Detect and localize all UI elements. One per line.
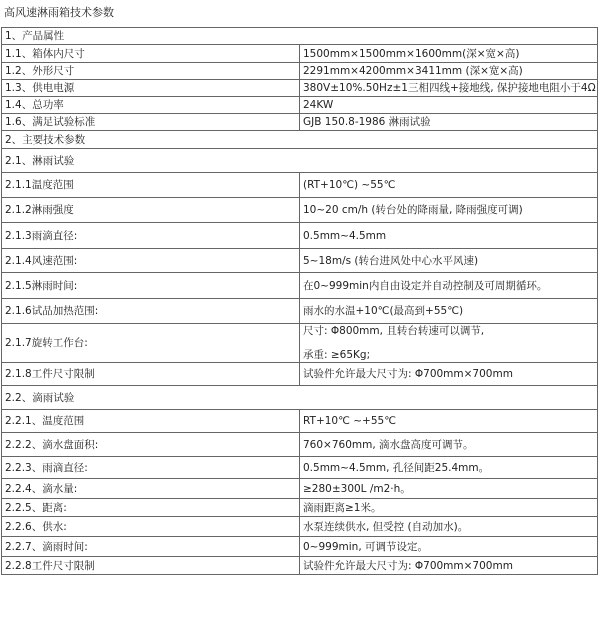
param-value: 滴雨距离≥1米。 — [300, 499, 598, 517]
spec-row — [2, 499, 598, 517]
spec-row — [2, 433, 598, 457]
spec-row — [2, 557, 598, 575]
param-value: (RT+10℃) ~55℃ — [300, 173, 598, 198]
section-heading: 2、主要技术参数 — [2, 131, 598, 149]
param-value: 2291mm×4200mm×3411mm (深×宽×高) — [300, 63, 598, 80]
param-label: 2.2.2、滴水盘面积: — [2, 433, 300, 457]
param-value: 380V±10%.50Hz±1三相四线+接地线, 保护接地电阻小于4Ω — [300, 80, 598, 97]
spec-row — [2, 198, 598, 223]
param-label: 2.1.2淋雨强度 — [2, 198, 300, 223]
spec-row — [2, 173, 598, 198]
document-title: 高风速淋雨箱技术参数 — [4, 6, 114, 19]
param-value: 10~20 cm/h (转台处的降雨量, 降雨强度可调) — [300, 198, 598, 223]
spec-row — [2, 80, 598, 97]
param-value: RT+10℃ ~+55℃ — [300, 410, 598, 433]
param-value: 试验件允许最大尺寸为: Φ700mm×700mm — [300, 557, 598, 575]
param-label: 2.2.8工件尺寸限制 — [2, 557, 300, 575]
param-value: 24KW — [300, 97, 598, 114]
param-value: 1500mm×1500mm×1600mm(深×宽×高) — [300, 45, 598, 63]
param-label: 2.1.6试品加热范围: — [2, 299, 300, 324]
param-label: 1.1、箱体内尺寸 — [2, 45, 300, 63]
spec-row — [2, 97, 598, 114]
spec-row — [2, 537, 598, 557]
spec-row — [2, 457, 598, 479]
param-value: 0.5mm~4.5mm — [300, 223, 598, 249]
spec-row — [2, 479, 598, 499]
param-value: 在0~999min内自由设定并自动控制及可周期循环。 — [300, 273, 598, 299]
param-label: 2.1.1温度范围 — [2, 173, 300, 198]
param-label: 2.2.6、供水: — [2, 517, 300, 537]
param-value: 试验件允许最大尺寸为: Φ700mm×700mm — [300, 363, 598, 386]
param-label: 1.6、满足试验标准 — [2, 114, 300, 131]
param-label: 2.1.4风速范围: — [2, 249, 300, 273]
param-value-line: 承重: ≥65Kg; — [303, 349, 371, 361]
spec-row — [2, 324, 598, 363]
section-row — [2, 131, 598, 149]
spec-table-body — [2, 28, 598, 575]
param-value: 水泵连续供水, 但受控 (自动加水)。 — [300, 517, 598, 537]
param-value: 0.5mm~4.5mm, 孔径间距25.4mm。 — [300, 457, 598, 479]
spec-row — [2, 45, 598, 63]
section-row — [2, 149, 598, 173]
param-value-line: 尺寸: Φ800mm, 且转台转速可以调节, — [303, 325, 485, 337]
param-label: 1.4、总功率 — [2, 97, 300, 114]
section-heading: 2.2、滴雨试验 — [2, 386, 598, 410]
param-label: 2.1.7旋转工作台: — [2, 324, 300, 363]
section-heading: 2.1、淋雨试验 — [2, 149, 598, 173]
spec-row — [2, 114, 598, 131]
param-label: 1.3、供电电源 — [2, 80, 300, 97]
param-value: 5~18m/s (转台进风处中心水平风速) — [300, 249, 598, 273]
section-row — [2, 28, 598, 45]
spec-row — [2, 223, 598, 249]
section-heading: 1、产品属性 — [2, 28, 598, 45]
param-label: 2.2.7、滴雨时间: — [2, 537, 300, 557]
spec-row — [2, 273, 598, 299]
param-label: 2.2.3、雨滴直径: — [2, 457, 300, 479]
param-value: 雨水的水温+10℃(最高到+55℃) — [300, 299, 598, 324]
param-label: 2.2.4、滴水量: — [2, 479, 300, 499]
spec-table — [1, 27, 598, 575]
spec-row — [2, 363, 598, 386]
spec-row — [2, 517, 598, 537]
param-label: 2.1.5淋雨时间: — [2, 273, 300, 299]
spec-row — [2, 410, 598, 433]
param-value: 760×760mm, 滴水盘高度可调节。 — [300, 433, 598, 457]
spec-row — [2, 63, 598, 80]
param-value: 0~999min, 可调节设定。 — [300, 537, 598, 557]
param-label: 2.2.1、温度范围 — [2, 410, 300, 433]
param-label: 2.2.5、距离: — [2, 499, 300, 517]
param-label: 2.1.8工件尺寸限制 — [2, 363, 300, 386]
section-row — [2, 386, 598, 410]
param-value: GJB 150.8-1986 淋雨试验 — [300, 114, 598, 131]
param-value — [300, 324, 598, 363]
param-label: 2.1.3雨滴直径: — [2, 223, 300, 249]
spec-row — [2, 249, 598, 273]
param-label: 1.2、外形尺寸 — [2, 63, 300, 80]
param-value: ≥280±300L /m2·h。 — [300, 479, 598, 499]
spec-row — [2, 299, 598, 324]
